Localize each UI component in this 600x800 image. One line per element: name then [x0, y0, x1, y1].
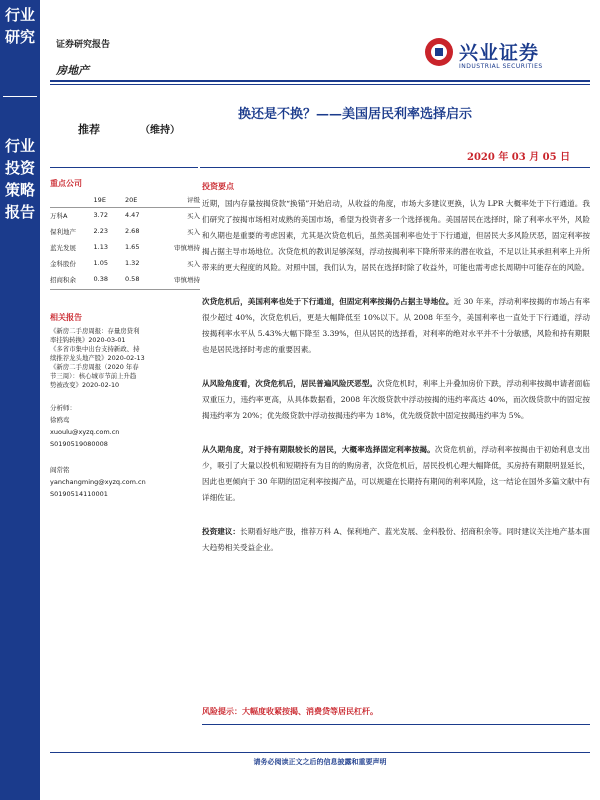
- footer-disclaimer: 请务必阅读正文之后的信息披露和重要声明: [253, 758, 387, 766]
- body-paragraph-risk: 从风险角度看，次贷危机后，居民普遍风险厌恶型。次贷危机时，利率上升叠加房价下跌，浮动利率按揭申请者面临双重压力，违约率更高，从具体数据看，2008 年次级贷款中浮动按揭的违约率高达 40%，而次级贷款中的固定按揭违约率为 20%；优先级贷款中浮动按揭违约率为 18%，优先级贷款中固定按揭违约率为 5%。: [202, 379, 590, 420]
- analyst-2-id: S0190514110001: [50, 490, 108, 498]
- body-paragraph-rates: 次贷危机后，美国利率也处于下行通道，但固定利率按揭仍占据主导地位。近 30 年来，浮动利率按揭的市场占有率很少超过 40%，次贷危机后，更是大幅降低至 10%以下。从 2008 年至今，美国利率也一直处于下行通道，浮动按揭利率水平从 5.43%大幅下降至 3.39%，但从居民的选择看，对利率的绝对水平并不十分敏感，风险和持有期限也是居民选择时考虑的重要因素。: [202, 297, 590, 354]
- company-logo: [425, 38, 590, 74]
- table-header-cell: 评级: [156, 193, 200, 207]
- eps-19e: 0.38: [93, 275, 109, 283]
- table-header-cell: [50, 193, 94, 207]
- related-report-line: 《新房二手房周报：存量房贷利: [50, 327, 140, 335]
- related-reports: [50, 312, 200, 390]
- table-row: [50, 271, 200, 287]
- risk-warning: 风险提示：大幅度收紧按揭、消费贷等居民杠杆。: [202, 706, 378, 716]
- key-companies-table: [50, 193, 200, 287]
- doc-type-label: 证券研究报告: [56, 40, 111, 50]
- rating-label: 推荐: [78, 123, 100, 136]
- left-column-rule: [50, 167, 198, 168]
- company-name: 招商积余: [50, 275, 76, 284]
- industry-label: 房地产: [56, 64, 89, 77]
- company-name: 蓝光发展: [50, 243, 76, 252]
- related-report-line: 节三周）：核心城市节前上升趋: [50, 372, 137, 380]
- sidebar-category-text: 行业研究: [0, 0, 40, 92]
- eps-19e: 1.05: [93, 259, 109, 267]
- table-header-cell: 19E: [94, 193, 125, 207]
- company-name: 金科股份: [50, 259, 76, 268]
- eps-20e: 2.68: [124, 227, 140, 235]
- company-rating: 审慎增持: [174, 243, 200, 252]
- eps-19e: 1.13: [93, 243, 109, 251]
- related-report-line: 《新房二手房周报（2020 年春: [50, 363, 139, 371]
- right-column-rule: [200, 167, 590, 168]
- table-header-row: [50, 193, 200, 207]
- analyst-1-name: 徐鸥鸾: [50, 416, 70, 424]
- company-rating: 审慎增持: [174, 275, 200, 284]
- body-paragraph-summary: 近期，国内存量按揭贷款“换锚”开始启动，从收益的角度，市场大多建议更换，认为 LPR 大概率处于下行通道。我们研究了按揭市场相对成熟的美国市场，希望为投资者多一个选择视角。美国居民在选择时，除了利率水平外，风险和久期也是重要的考虑因素，尤其是次贷危机后，虽然美国利率也处于下行通道，但居民大多风险厌恶，固定利率按揭占据主导市场地位。次贷危机的教训足够深刻，浮动按揭利率下降所带来的潜在收益，不足以让其承担利率上升所带来的更大程度的风险。对照中国，我们认为，居民在选择时除了收益外，可能也需考虑长周期中可能存在的风险。: [202, 199, 590, 272]
- table-row: [50, 207, 200, 223]
- analyst-1-id: S0190519080008: [50, 440, 108, 448]
- footer-rule: [50, 752, 590, 753]
- related-report-line: 续推荐龙头地产股》2020-02-13: [50, 354, 145, 362]
- body-paragraph-recommendation: 投资建议：长期看好地产股，推荐万科 A、保利地产、蓝光发展、金科股份、招商积余等。同时建议关注地产基本面大趋势相关受益企业。: [202, 527, 590, 552]
- paragraph-lead: 次贷危机后，美国利率也处于下行通道，但固定利率按揭仍占据主导地位。: [202, 297, 454, 306]
- analyst-label: 分析师：: [50, 404, 76, 412]
- analyst-block: [50, 402, 200, 500]
- related-report-line: 势被改变》2020-02-10: [50, 381, 120, 389]
- left-column: [50, 178, 200, 500]
- report-date: 2020 年 03 月 05 日: [467, 152, 571, 163]
- report-title: 换还是不换？——美国居民利率选择启示: [238, 107, 473, 122]
- table-row: [50, 223, 200, 239]
- table-header-cell: 20E: [125, 193, 156, 207]
- eps-20e: 4.47: [124, 211, 140, 220]
- body-paragraph-duration: 从久期角度，对于持有期限较长的居民，大概率选择固定利率按揭。次贷危机前，浮动利率按揭由于初始利息支出少，吸引了大量以投机和短期持有为目的的购房者，次贷危机后，居民投机心理大幅降低，买房持有期限明显延长，因此也更倾向于 30 年期的固定利率按揭产品，可以规避在长期持有期间的利率风险，这一结论在国外多篇文献中有详细佐证。: [202, 445, 591, 502]
- logo-english-name: INDUSTRIAL SECURITIES: [459, 63, 543, 70]
- sidebar-divider: [3, 96, 37, 97]
- company-rating: 买入: [187, 227, 200, 236]
- company-rating: 买入: [187, 259, 200, 268]
- company-name: 万科A: [50, 211, 68, 220]
- eps-20e: 1.65: [124, 243, 140, 251]
- paragraph-lead: 投资建议：: [202, 527, 241, 536]
- risk-rule: [202, 724, 590, 725]
- analyst-1-email: xuoulu@xyzq.com.cn: [50, 428, 120, 436]
- analyst-2-name: 阎常铭: [50, 466, 70, 474]
- sidebar-report-type-text: 行业投资策略报告: [4, 137, 35, 221]
- rating-status: （维持）: [140, 125, 180, 136]
- eps-19e: 2.23: [93, 227, 109, 235]
- key-companies-heading: 重点公司: [50, 179, 82, 188]
- table-row: [50, 255, 200, 271]
- paragraph-lead: 从久期角度，对于持有期限较长的居民，大概率选择固定利率按揭。: [202, 445, 435, 454]
- table-bottom-rule: [50, 289, 200, 290]
- eps-20e: 0.58: [124, 275, 140, 283]
- company-name: 保利地产: [50, 227, 76, 236]
- paragraph-lead: 从风险角度看，次贷危机后，居民普遍风险厌恶型。: [202, 379, 377, 388]
- analyst-2-email: yanchangming@xyzq.com.cn: [50, 478, 146, 486]
- company-rating: 买入: [187, 211, 200, 220]
- eps-20e: 1.32: [124, 259, 140, 267]
- logo-chinese-name: 兴业证券: [459, 42, 540, 64]
- eps-19e: 3.72: [93, 211, 109, 220]
- sidebar: [0, 0, 40, 800]
- header-rule: [50, 80, 590, 82]
- investment-points-heading: 投资要点: [202, 181, 234, 191]
- header-rule-thin: [50, 84, 590, 85]
- related-report-line: 率挂钩转换》2020-03-01: [50, 336, 126, 344]
- main-body: [202, 178, 590, 574]
- logo-mark-icon: [425, 38, 453, 66]
- related-reports-heading: 相关报告: [50, 313, 82, 322]
- table-row: [50, 239, 200, 255]
- related-report-line: 《多省市集中出台支持新政、持: [50, 345, 140, 353]
